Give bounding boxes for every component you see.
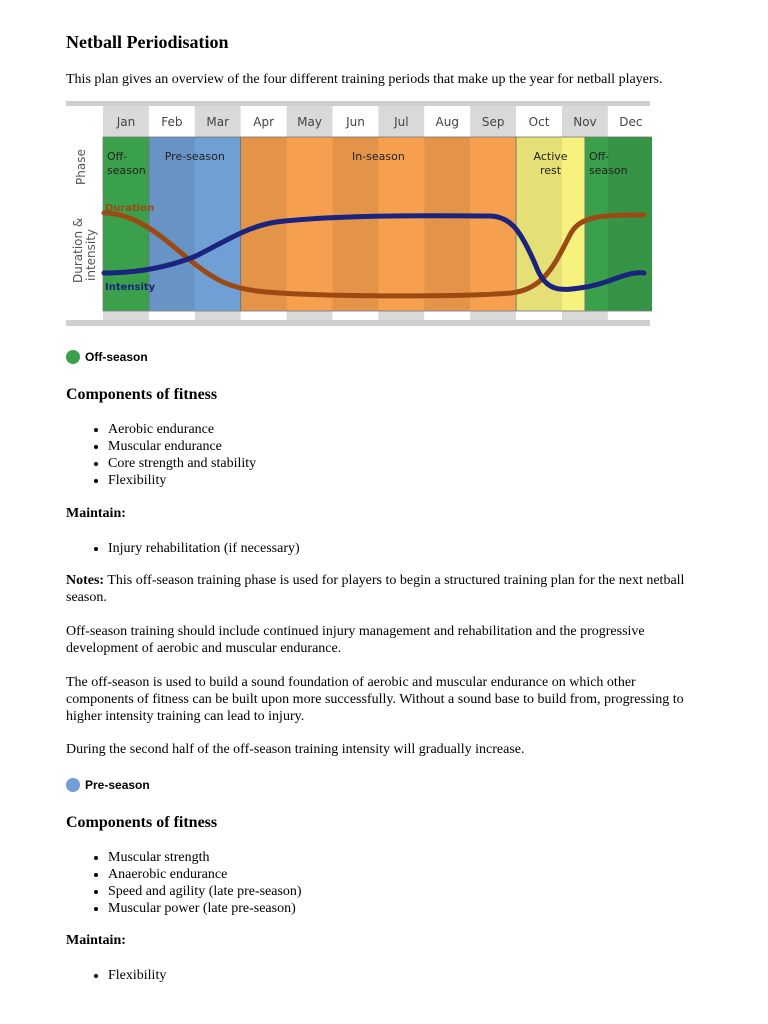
off-season-label: Off-season bbox=[85, 350, 148, 364]
month-label: Mar bbox=[206, 115, 230, 129]
pre-season-components-list bbox=[66, 849, 706, 917]
list-item: • Core strength and stability bbox=[108, 455, 706, 472]
month-label: Oct bbox=[528, 115, 550, 129]
phase-label-line2: season bbox=[107, 164, 146, 177]
row-label-duration-line2: intensity bbox=[84, 228, 98, 281]
list-item: • Flexibility bbox=[108, 967, 706, 984]
month-footer-cell bbox=[287, 311, 333, 320]
phase-label-line1: Active bbox=[533, 150, 568, 163]
off-season-paragraph-3: During the second half of the off-season training intensity will gradually increase. bbox=[66, 742, 525, 757]
list-item: • Speed and agility (late pre-season) bbox=[108, 883, 706, 900]
month-label: Apr bbox=[253, 115, 275, 129]
list-item: • Muscular endurance bbox=[108, 438, 706, 455]
pre-season-label-row bbox=[66, 778, 706, 792]
pre-season-maintain-list bbox=[66, 967, 706, 984]
pre-season-components-heading: Components of fitness bbox=[66, 814, 218, 831]
off-season-components-list bbox=[66, 421, 706, 489]
off-season-maintain-list bbox=[66, 540, 706, 557]
month-footer-cell bbox=[378, 311, 424, 320]
month-footer-cell bbox=[424, 311, 470, 320]
phase-label-line2: season bbox=[588, 164, 628, 177]
month-label: Jan bbox=[116, 115, 136, 129]
off-season-paragraph-2: The off-season is used to build a sound foundation of aerobic and muscular endurance on which other components of fitness can be built upon more successfully. Without a sound base to build from, progressing to higher intensity training can lead to injury. bbox=[66, 675, 684, 724]
list-item: • Aerobic endurance bbox=[108, 421, 706, 438]
off-season-para1-wrap bbox=[66, 623, 706, 657]
row-label-duration-line1: Duration & bbox=[71, 217, 85, 283]
chart-top-border bbox=[66, 101, 650, 106]
month-label: May bbox=[297, 115, 322, 129]
off-season-notes-wrap bbox=[66, 572, 706, 606]
off-season-para2-wrap bbox=[66, 674, 706, 725]
duration-label: Duration bbox=[105, 203, 155, 214]
month-label: Jun bbox=[346, 115, 365, 129]
off-season-components-heading: Components of fitness bbox=[66, 386, 218, 403]
month-footer-cell bbox=[103, 311, 149, 320]
pre-season-maintain-label: Maintain: bbox=[66, 933, 126, 948]
month-footer-cell bbox=[516, 311, 562, 320]
list-item: • Anaerobic endurance bbox=[108, 866, 706, 883]
month-footer-cell bbox=[195, 311, 241, 320]
month-label: Feb bbox=[161, 115, 183, 129]
off-season-notes bbox=[66, 572, 706, 606]
month-label: Aug bbox=[435, 115, 459, 129]
off-season-components-list-wrap bbox=[66, 421, 706, 489]
chart-bottom-border bbox=[66, 320, 650, 326]
off-season-components-heading-wrap bbox=[66, 386, 706, 404]
pre-season-maintain-wrap bbox=[66, 933, 706, 949]
phase-label-line1: In-season bbox=[351, 150, 405, 163]
month-label: Nov bbox=[573, 115, 597, 129]
pre-season-label: Pre-season bbox=[85, 778, 150, 792]
month-footer-cell bbox=[470, 311, 516, 320]
list-item: • Injury rehabilitation (if necessary) bbox=[108, 540, 706, 557]
phase-label-line1: Pre-season bbox=[164, 150, 225, 163]
month-footer-cell bbox=[241, 311, 287, 320]
month-footer-cell bbox=[608, 311, 652, 320]
off-season-paragraph-1: Off-season training should include continued injury management and rehabilitation and the progressive development of aerobic and muscular endurance. bbox=[66, 624, 645, 656]
phase-label-line2: rest bbox=[539, 164, 562, 177]
list-item: • Flexibility bbox=[108, 472, 706, 489]
list-item: • Muscular power (late pre-season) bbox=[108, 900, 706, 917]
pre-season-maintain-list-wrap bbox=[66, 967, 706, 984]
off-season-label-row bbox=[66, 350, 706, 364]
row-label-phase: Phase bbox=[74, 149, 88, 185]
intro-paragraph: This plan gives an overview of the four different training periods that make up the year for netball players. bbox=[66, 72, 663, 87]
page-title: Netball Periodisation bbox=[66, 32, 229, 52]
month-stripe bbox=[149, 137, 195, 311]
month-stripe bbox=[333, 137, 379, 311]
pre-season-dot-icon bbox=[66, 778, 80, 792]
month-label: Dec bbox=[619, 115, 643, 129]
month-footer-cell bbox=[149, 311, 195, 320]
month-stripe bbox=[424, 137, 470, 311]
phase-label-line1: Off- bbox=[588, 150, 610, 163]
pre-season-components-heading-wrap bbox=[66, 814, 706, 832]
off-season-maintain-wrap bbox=[66, 506, 706, 522]
off-season-maintain-label: Maintain: bbox=[66, 506, 126, 521]
notes-label: Notes: bbox=[66, 573, 105, 588]
month-label: Jul bbox=[394, 115, 409, 129]
month-footer-cell bbox=[333, 311, 379, 320]
month-footer-cell bbox=[562, 311, 608, 320]
list-item: • Muscular strength bbox=[108, 849, 706, 866]
intensity-label: Intensity bbox=[105, 282, 156, 293]
off-season-maintain-list-wrap bbox=[66, 540, 706, 557]
off-season-dot-icon bbox=[66, 350, 80, 364]
pre-season-components-list-wrap bbox=[66, 849, 706, 917]
off-season-para3-wrap bbox=[66, 741, 706, 758]
phase-label-line1: Off- bbox=[107, 150, 128, 163]
periodisation-chart bbox=[66, 101, 652, 329]
month-label: Sep bbox=[481, 115, 505, 129]
notes-text: This off-season training phase is used for players to begin a structured training plan for the next netball season. bbox=[66, 573, 685, 605]
